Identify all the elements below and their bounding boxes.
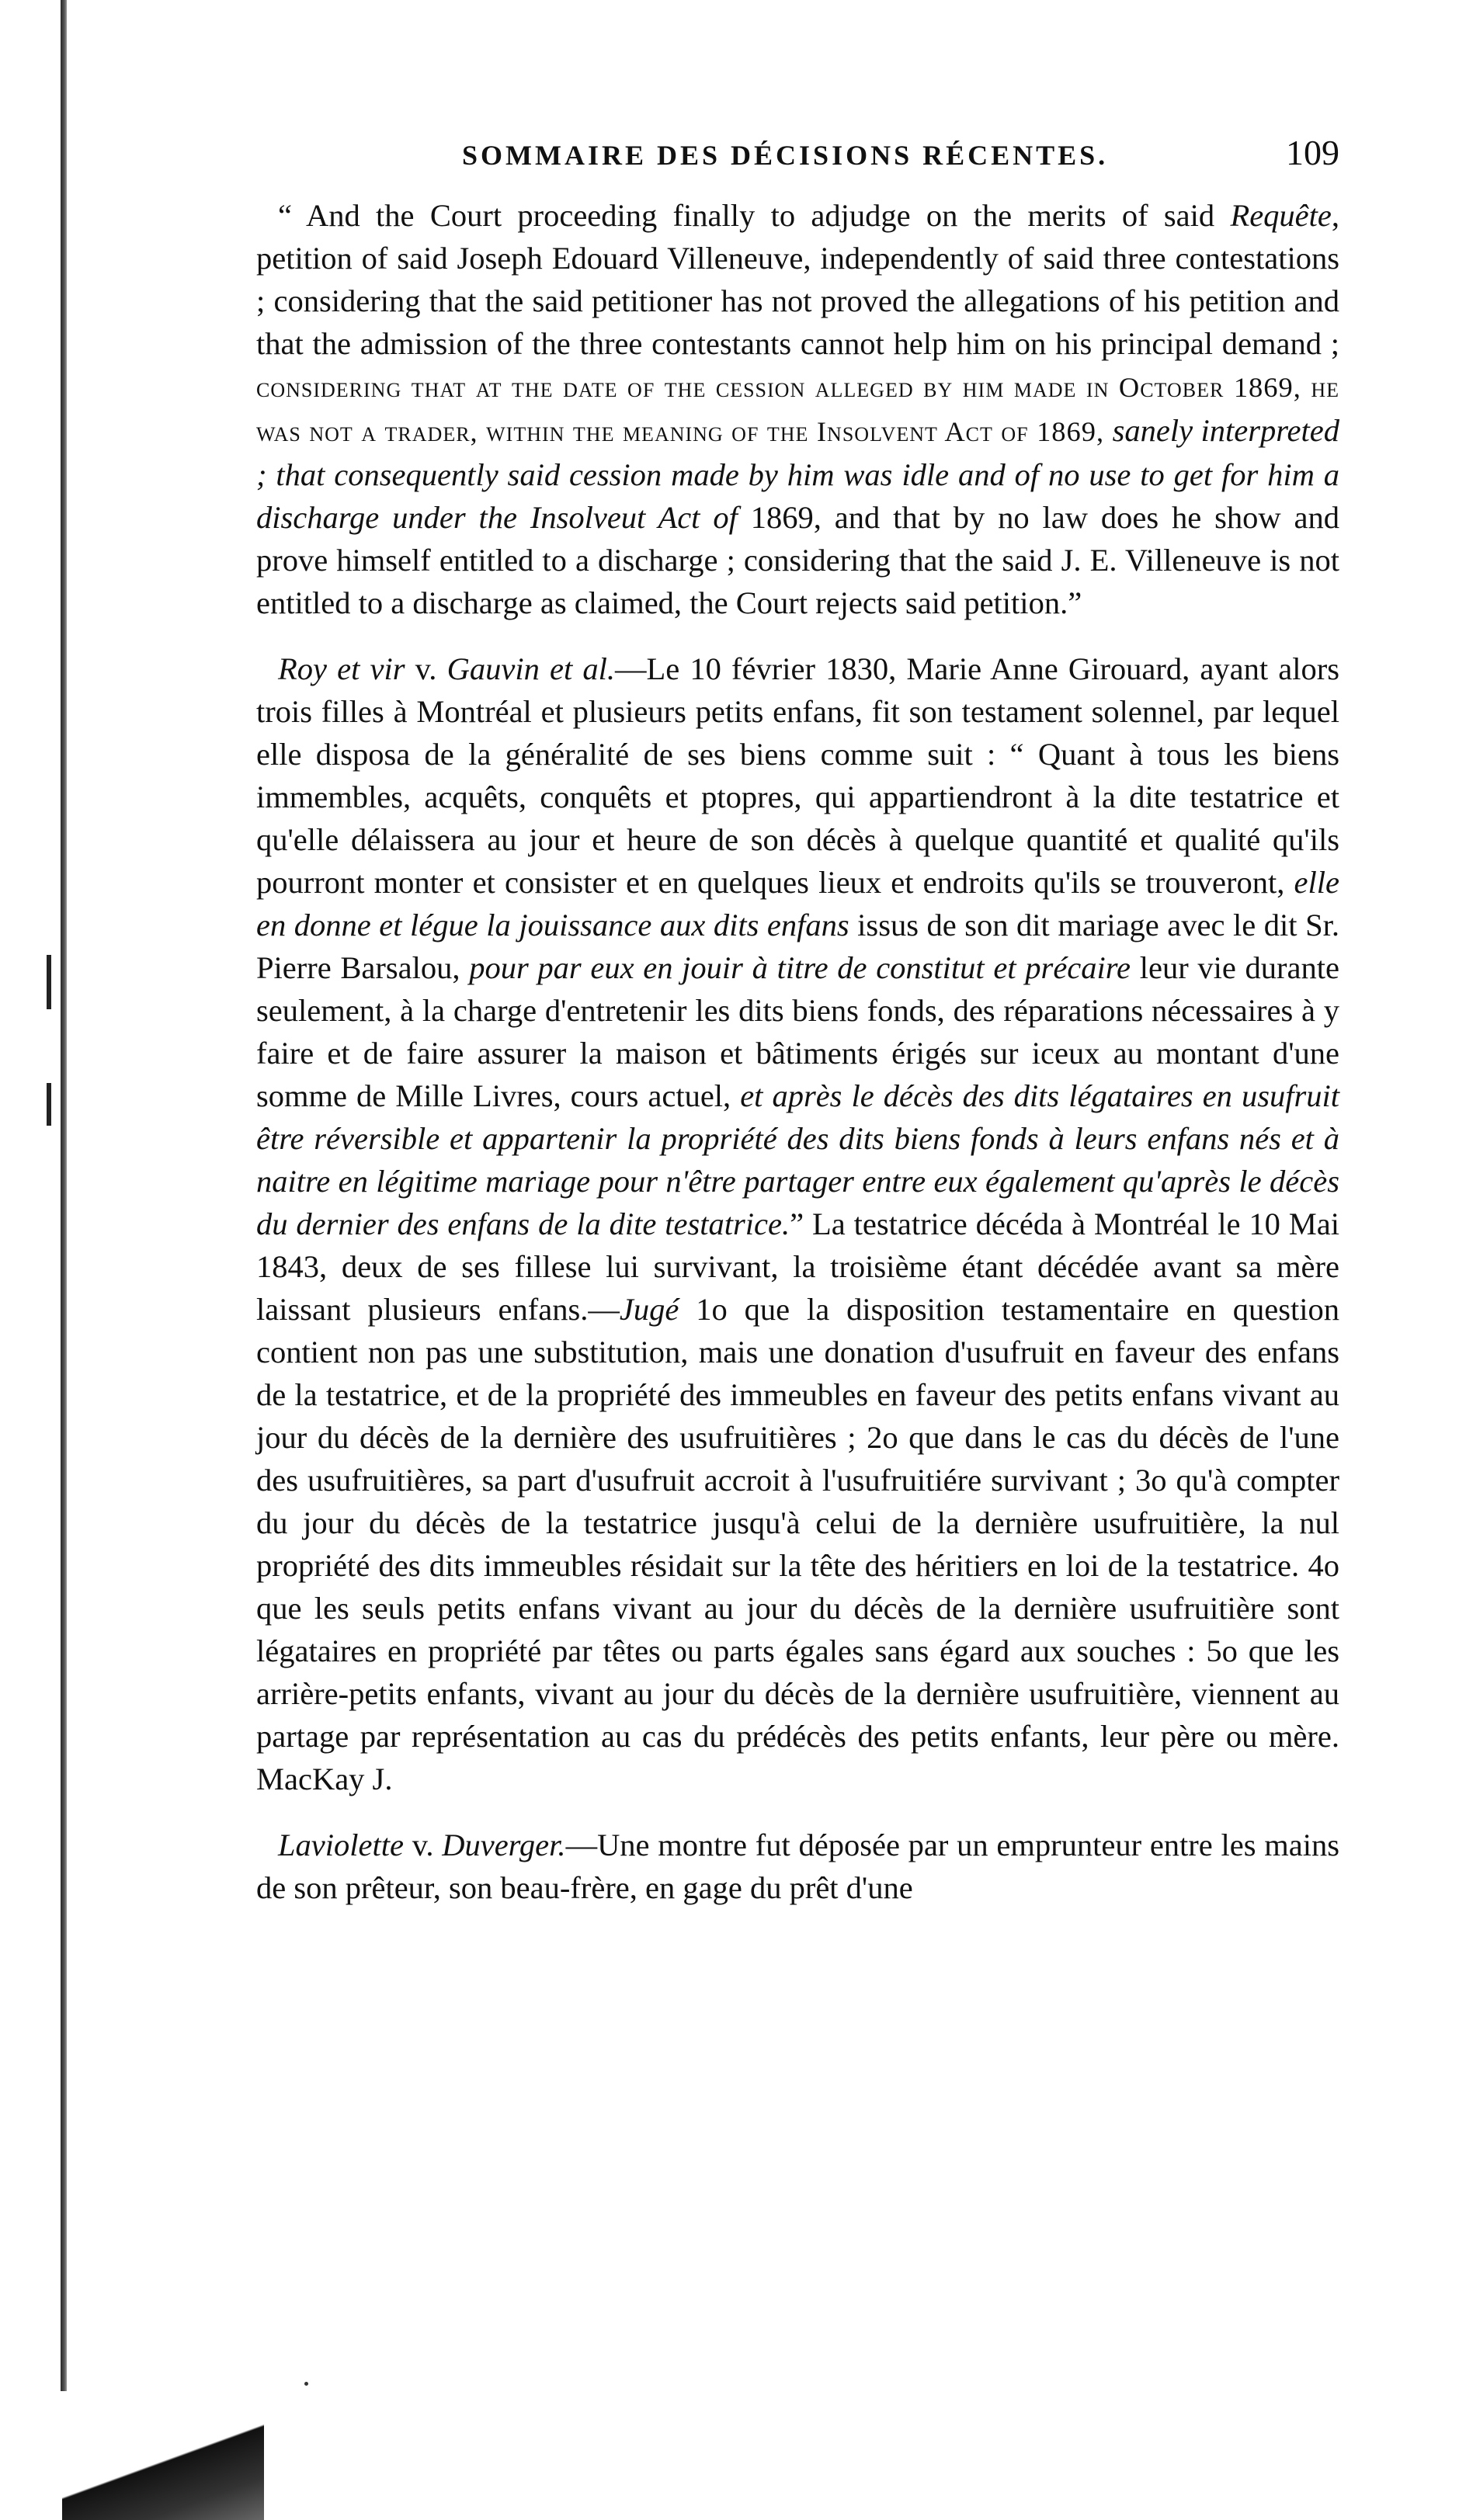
page-number: 109 <box>1286 133 1339 172</box>
paragraph-laviolette-v-duverger: Laviolette v. Duverger.—Une montre fut déposée par un emprunteur entre les mains de son prêteur, son beau-frère, en gage du prêt d'une <box>256 1828 1339 1905</box>
page-binding-edge <box>61 0 67 2391</box>
binding-mark <box>47 1083 51 1126</box>
running-head <box>256 132 1339 194</box>
ink-speck <box>304 2382 308 2386</box>
paragraph-roy-v-gauvin: Roy et vir v. Gauvin et al.—Le 10 février 1830, Marie Anne Girouard, ayant alors trois filles à Montréal et plusieurs petits enfans, fit son testament solennel, par lequel elle disposa de la généralité de ses biens comme suit : “ Quant à tous les biens immembles, acquêts, conquêts et ptopres, qui appartiendront à la dite testatrice et qu'elle délaissera au jour et heure de son décès à quelque quantité et qualité qu'ils pourront monter et consister et en quelques lieux et endroits qu'ils se trouveront, elle en donne et légue la jouissance aux dits enfans issus de son dit mariage avec le dit Sr. Pierre Barsalou, pour par eux en jouir à titre de constitut et précaire leur vie durante seulement, à la charge d'entretenir les dits biens fonds, des réparations nécessaires à y faire et de faire assurer la maison et bâtiments érigés sur iceux au montant d'une somme de Mille Livres, cours actuel, et après le décès des dits légataires en usufruit être réversible et appartenir la propriété des dits biens fonds à leurs enfans nés et à naitre en légitime mariage pour n'être partager entre eux également qu'après le décès du dernier des enfans de la dite testatrice.” La testatrice décéda à Montréal le 10 Mai 1843, deux de ses fillese lui survivant, la troisième étant décédée avant sa mère laissant plusieurs enfans.—Jugé 1o que la disposition testamentaire en question contient non pas une substitution, mais une donation d'usufruit en faveur des enfans de la testatrice, et de la propriété des immeubles en faveur des petits enfans vivant au jour du décès de la dernière des usufruitières ; 2o que dans le cas du décès de l'une des usufruitières, sa part d'usufruit accroit à l'usufruitiére survivant ; 3o qu'à compter du jour du décès de la testatrice jusqu'à celui de la dernière usufruitière, la nul propriété des dits immeubles résidait sur la tête des héritiers en loi de la testatrice. 4o que les seuls petits enfans vivant au jour du décès de la dernière usufruitière sont légataires en propriété par têtes ou parts égales sans égard aux souches : 5o que les arrière-petits enfants, vivant au jour du décès de la dernière usufruitière, viennent au partage par représentation au cas du prédécès des petits enfants, leur père ou mère. MacKay J. <box>256 651 1339 1796</box>
page-corner-shadow <box>62 2380 264 2520</box>
page-content <box>256 132 1339 1909</box>
case-name: Roy et vir <box>278 651 405 686</box>
case-name: Laviolette <box>278 1828 404 1862</box>
paragraph-court-judgment: “ And the Court proceeding finally to adjudge on the merits of said Requête, petition of said Joseph Edouard Villeneuve, independently of said three contestations ; considering that the said petitioner has not proved the allegations of his petition and that the admission of the three contestants cannot help him on his principal demand ; considering that at the date of the cession alleged by him made in October 1869, he was not a trader, within the meaning of the Insolvent Act of 1869, sanely interpreted ; that consequently said cession made by him was idle and of no use to get for him a discharge under the Insolveut Act of 1869, and that by no law does he show and prove himself entitled to a discharge ; considering that the said J. E. Villeneuve is not entitled to a discharge as claimed, the Court rejects said petition.” <box>256 198 1339 620</box>
running-title: SOMMAIRE DES DÉCISIONS RÉCENTES. <box>462 140 1109 171</box>
binding-mark <box>47 955 51 1009</box>
